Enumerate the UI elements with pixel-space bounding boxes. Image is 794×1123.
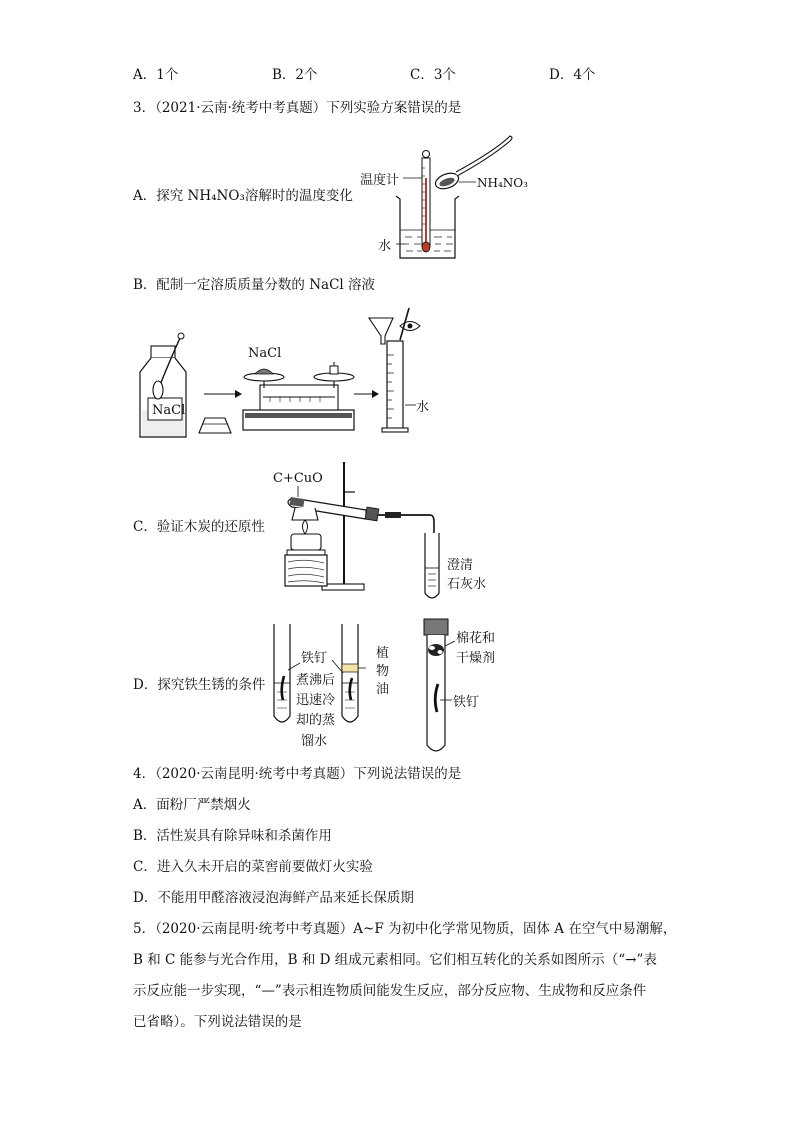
label-water-1: 煮沸后 (296, 673, 336, 688)
q3-option-c: C．验证木炭的还原性 (133, 519, 265, 535)
q2-option-d: D．4个 (549, 67, 596, 83)
q3-option-a: A．探究 NH₄NO₃溶解时的温度变化 (133, 188, 353, 204)
label-reactants: C+CuO (273, 471, 323, 486)
q5-line-1: 5．（2020·云南昆明·统考中考真题）A~F 为初中化学常见物质，固体 A 在空气中易潮解， (133, 921, 677, 937)
q4-option-b: B．活性炭具有除异味和杀菌作用 (133, 828, 332, 844)
label-cotton-1: 棉花和 (456, 631, 496, 646)
label-water-b: 水 (416, 400, 430, 415)
label-nh4no3: NH₄NO₃ (477, 176, 528, 190)
label-water-a: 水 (378, 239, 392, 254)
bottle-label-nacl: NaCl (152, 403, 186, 418)
label-nail-1: 铁钉 (301, 651, 328, 666)
label-nail-3: 铁钉 (453, 695, 480, 710)
label-oil-1: 植 (376, 646, 390, 661)
label-limewater-2: 石灰水 (447, 577, 487, 592)
label-water-3: 却的蒸 (296, 713, 336, 728)
q5-line-3: 示反应能一步实现，“—”表示相连物质间能发生反应，部分反应物、生成物和反应条件 (133, 983, 647, 999)
q3-stem: 3．（2021·云南·统考中考真题）下列实验方案错误的是 (133, 100, 462, 116)
q3-option-b: B．配制一定溶质质量分数的 NaCl 溶液 (133, 277, 376, 293)
q5-line-4: 已省略）。下列说法错误的是 (133, 1014, 302, 1030)
q5-line-2: B 和 C 能参与光合作用，B 和 D 组成元素相同。它们相互转化的关系如图所示（“→”表 (133, 952, 657, 968)
q4-option-a: A．面粉厂严禁烟火 (133, 797, 251, 813)
balance-label-nacl: NaCl (248, 346, 282, 361)
q4-option-c: C．进入久未开启的菜窖前要做灯火实验 (133, 859, 373, 875)
q3-option-d: D．探究铁生锈的条件 (133, 677, 266, 693)
label-limewater-1: 澄清 (447, 558, 474, 573)
label-oil-2: 物 (376, 664, 390, 679)
q2-option-b: B．2个 (272, 67, 318, 83)
label-cotton-2: 干燥剂 (456, 651, 496, 666)
q2-option-a: A．1个 (133, 67, 179, 83)
q4-option-d: D．不能用甲醛溶液浸泡海鲜产品来延长保质期 (133, 890, 414, 906)
label-water-2: 迅速冷 (296, 693, 336, 708)
label-oil-3: 油 (376, 682, 390, 697)
label-thermometer: 温度计 (360, 173, 400, 188)
label-water-4: 馏水 (301, 734, 328, 749)
q2-option-c: C．3个 (410, 67, 456, 83)
q4-stem: 4．（2020·云南昆明·统考中考真题）下列说法错误的是 (133, 766, 462, 782)
